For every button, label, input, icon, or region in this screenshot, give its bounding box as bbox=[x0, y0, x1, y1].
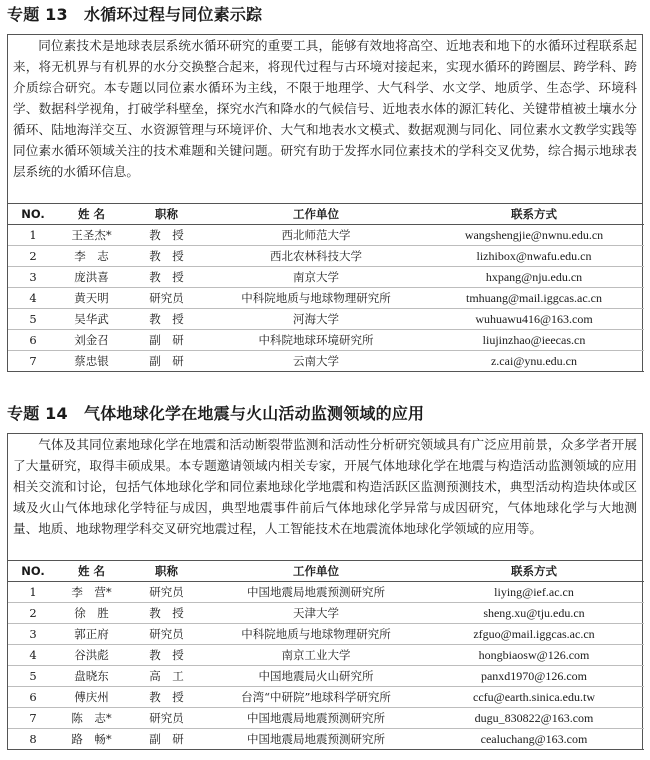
member-name: 李 营* bbox=[58, 582, 125, 603]
member-contact[interactable]: wuhuawu416@163.com bbox=[424, 309, 644, 330]
table-row bbox=[8, 225, 644, 246]
member-name: 傅庆州 bbox=[58, 687, 125, 708]
topic-14-heading: 专题 14 气体地球化学在地震与火山活动监测领域的应用 bbox=[7, 404, 425, 423]
member-title: 教 授 bbox=[125, 267, 208, 288]
topic-14-table bbox=[8, 561, 644, 750]
topic-13-table bbox=[8, 204, 644, 372]
table-row bbox=[8, 687, 644, 708]
member-contact[interactable]: hongbiaosw@126.com bbox=[424, 645, 644, 666]
table-row bbox=[8, 624, 644, 645]
member-title: 教 授 bbox=[125, 645, 208, 666]
topic-14-section bbox=[7, 403, 643, 750]
member-title: 副 研 bbox=[125, 330, 208, 351]
col-name-header: 姓 名 bbox=[58, 204, 125, 225]
member-name: 盘晓东 bbox=[58, 666, 125, 687]
member-contact[interactable]: cealuchang@163.com bbox=[424, 729, 644, 750]
col-no-header: NO. bbox=[8, 204, 58, 225]
member-contact[interactable]: lizhibox@nwafu.edu.cn bbox=[424, 246, 644, 267]
topic-14-intro: 气体及其同位素地球化学在地震和活动断裂带监测和活动性分析研究领域具有广泛应用前景，众多学者开展了大量研究，取得丰硕成果。本专题邀请领域内相关专家，开展气体地球化学在地震与构造活动监测领域的应用相关交流和讨论，包括气体地球化学和同位素地球化学地震和构造活跃区监测预测技术，典型活动构造块体或区域及火山气体地球化学特征与成因，典型地震事件前后气体地球化学异常与成因研究，气体地球化学与大地测量、地质、地球物理学科交叉研究地震过程，人工智能技术在地震流体地球化学领域的应用等。 bbox=[8, 434, 642, 561]
table-header-row bbox=[8, 561, 644, 582]
table-row bbox=[8, 729, 644, 750]
topic-14-box bbox=[7, 433, 643, 750]
member-title: 教 授 bbox=[125, 687, 208, 708]
member-contact[interactable]: liujinzhao@ieecas.cn bbox=[424, 330, 644, 351]
col-affiliation-header: 工作单位 bbox=[208, 204, 424, 225]
member-title: 教 授 bbox=[125, 225, 208, 246]
member-name: 吴华武 bbox=[58, 309, 125, 330]
topic-13-heading: 专题 13 水循环过程与同位素示踪 bbox=[7, 5, 263, 24]
member-name: 庞洪喜 bbox=[58, 267, 125, 288]
member-affiliation: 中国地震局地震预测研究所 bbox=[208, 729, 424, 750]
member-title: 副 研 bbox=[125, 729, 208, 750]
member-name: 路 畅* bbox=[58, 729, 125, 750]
table-row bbox=[8, 582, 644, 603]
member-title: 高 工 bbox=[125, 666, 208, 687]
member-affiliation: 台湾“中研院”地球科学研究所 bbox=[208, 687, 424, 708]
table-row bbox=[8, 309, 644, 330]
member-affiliation: 中科院地质与地球物理研究所 bbox=[208, 624, 424, 645]
member-name: 谷洪彪 bbox=[58, 645, 125, 666]
row-number: 4 bbox=[8, 288, 58, 309]
member-title: 研究员 bbox=[125, 582, 208, 603]
topic-13-section bbox=[7, 4, 643, 372]
row-number: 8 bbox=[8, 729, 58, 750]
member-name: 蔡忠银 bbox=[58, 351, 125, 372]
table-row bbox=[8, 708, 644, 729]
member-contact[interactable]: liying@ief.ac.cn bbox=[424, 582, 644, 603]
row-number: 6 bbox=[8, 330, 58, 351]
member-affiliation: 天津大学 bbox=[208, 603, 424, 624]
table-header-row bbox=[8, 204, 644, 225]
table-row bbox=[8, 603, 644, 624]
member-name: 王圣杰* bbox=[58, 225, 125, 246]
member-affiliation: 西北师范大学 bbox=[208, 225, 424, 246]
row-number: 1 bbox=[8, 582, 58, 603]
table-row bbox=[8, 288, 644, 309]
table-row bbox=[8, 351, 644, 372]
row-number: 5 bbox=[8, 666, 58, 687]
member-contact[interactable]: tmhuang@mail.iggcas.ac.cn bbox=[424, 288, 644, 309]
member-name: 陈 志* bbox=[58, 708, 125, 729]
member-title: 研究员 bbox=[125, 708, 208, 729]
table-row bbox=[8, 267, 644, 288]
col-affiliation-header: 工作单位 bbox=[208, 561, 424, 582]
member-contact[interactable]: z.cai@ynu.edu.cn bbox=[424, 351, 644, 372]
col-contact-header: 联系方式 bbox=[424, 561, 644, 582]
member-affiliation: 云南大学 bbox=[208, 351, 424, 372]
row-number: 1 bbox=[8, 225, 58, 246]
row-number: 3 bbox=[8, 624, 58, 645]
topic-13-intro: 同位素技术是地球表层系统水循环研究的重要工具，能够有效地将高空、近地表和地下的水循环过程联系起来，将无机界与有机界的水分交换整合起来，将现代过程与古环境对接起来，实现水循环的跨圈层、跨学科、跨介质综合研究。本专题以同位素水循环为主线，不限于地理学、大气科学、水文学、地质学、生态学、环境科学、数据科学视角，打破学科壁垒，探究水汽和降水的气候信号、近地表水体的源汇转化、关键带植被土壤水分循环、陆地海洋交互、水资源管理与环境评价、大气和地表水文模式、数据观测与同化、同位素水文教学实践等同位素水循环领域关注的技术难题和关键问题。研究有助于发挥水同位素技术的学科交叉优势，综合揭示地球表层系统的水循环信息。 bbox=[8, 35, 642, 204]
member-title: 研究员 bbox=[125, 288, 208, 309]
topic-13-box bbox=[7, 34, 643, 372]
member-name: 徐 胜 bbox=[58, 603, 125, 624]
member-affiliation: 河海大学 bbox=[208, 309, 424, 330]
row-number: 6 bbox=[8, 687, 58, 708]
member-affiliation: 中国地震局地震预测研究所 bbox=[208, 582, 424, 603]
member-title: 教 授 bbox=[125, 246, 208, 267]
row-number: 4 bbox=[8, 645, 58, 666]
member-affiliation: 西北农林科技大学 bbox=[208, 246, 424, 267]
member-affiliation: 中国地震局火山研究所 bbox=[208, 666, 424, 687]
member-affiliation: 中国地震局地震预测研究所 bbox=[208, 708, 424, 729]
table-row bbox=[8, 666, 644, 687]
member-contact[interactable]: wangshengjie@nwnu.edu.cn bbox=[424, 225, 644, 246]
member-affiliation: 南京工业大学 bbox=[208, 645, 424, 666]
member-title: 副 研 bbox=[125, 351, 208, 372]
member-affiliation: 南京大学 bbox=[208, 267, 424, 288]
member-contact[interactable]: sheng.xu@tju.edu.cn bbox=[424, 603, 644, 624]
table-row bbox=[8, 645, 644, 666]
member-affiliation: 中科院地球环境研究所 bbox=[208, 330, 424, 351]
member-contact[interactable]: zfguo@mail.iggcas.ac.cn bbox=[424, 624, 644, 645]
table-row bbox=[8, 246, 644, 267]
table-row bbox=[8, 330, 644, 351]
col-title-header: 职称 bbox=[125, 561, 208, 582]
member-name: 李 志 bbox=[58, 246, 125, 267]
row-number: 3 bbox=[8, 267, 58, 288]
row-number: 2 bbox=[8, 246, 58, 267]
member-title: 教 授 bbox=[125, 603, 208, 624]
member-contact[interactable]: panxd1970@126.com bbox=[424, 666, 644, 687]
topic-14-table-body bbox=[8, 582, 644, 750]
member-title: 教 授 bbox=[125, 309, 208, 330]
member-name: 郭正府 bbox=[58, 624, 125, 645]
member-name: 黄天明 bbox=[58, 288, 125, 309]
member-title: 研究员 bbox=[125, 624, 208, 645]
member-contact[interactable]: dugu_830822@163.com bbox=[424, 708, 644, 729]
member-contact[interactable]: ccfu@earth.sinica.edu.tw bbox=[424, 687, 644, 708]
topic-13-table-body bbox=[8, 225, 644, 372]
member-name: 刘金召 bbox=[58, 330, 125, 351]
row-number: 7 bbox=[8, 708, 58, 729]
row-number: 2 bbox=[8, 603, 58, 624]
row-number: 5 bbox=[8, 309, 58, 330]
member-affiliation: 中科院地质与地球物理研究所 bbox=[208, 288, 424, 309]
row-number: 7 bbox=[8, 351, 58, 372]
col-name-header: 姓 名 bbox=[58, 561, 125, 582]
member-contact[interactable]: hxpang@nju.edu.cn bbox=[424, 267, 644, 288]
col-title-header: 职称 bbox=[125, 204, 208, 225]
col-no-header: NO. bbox=[8, 561, 58, 582]
col-contact-header: 联系方式 bbox=[424, 204, 644, 225]
